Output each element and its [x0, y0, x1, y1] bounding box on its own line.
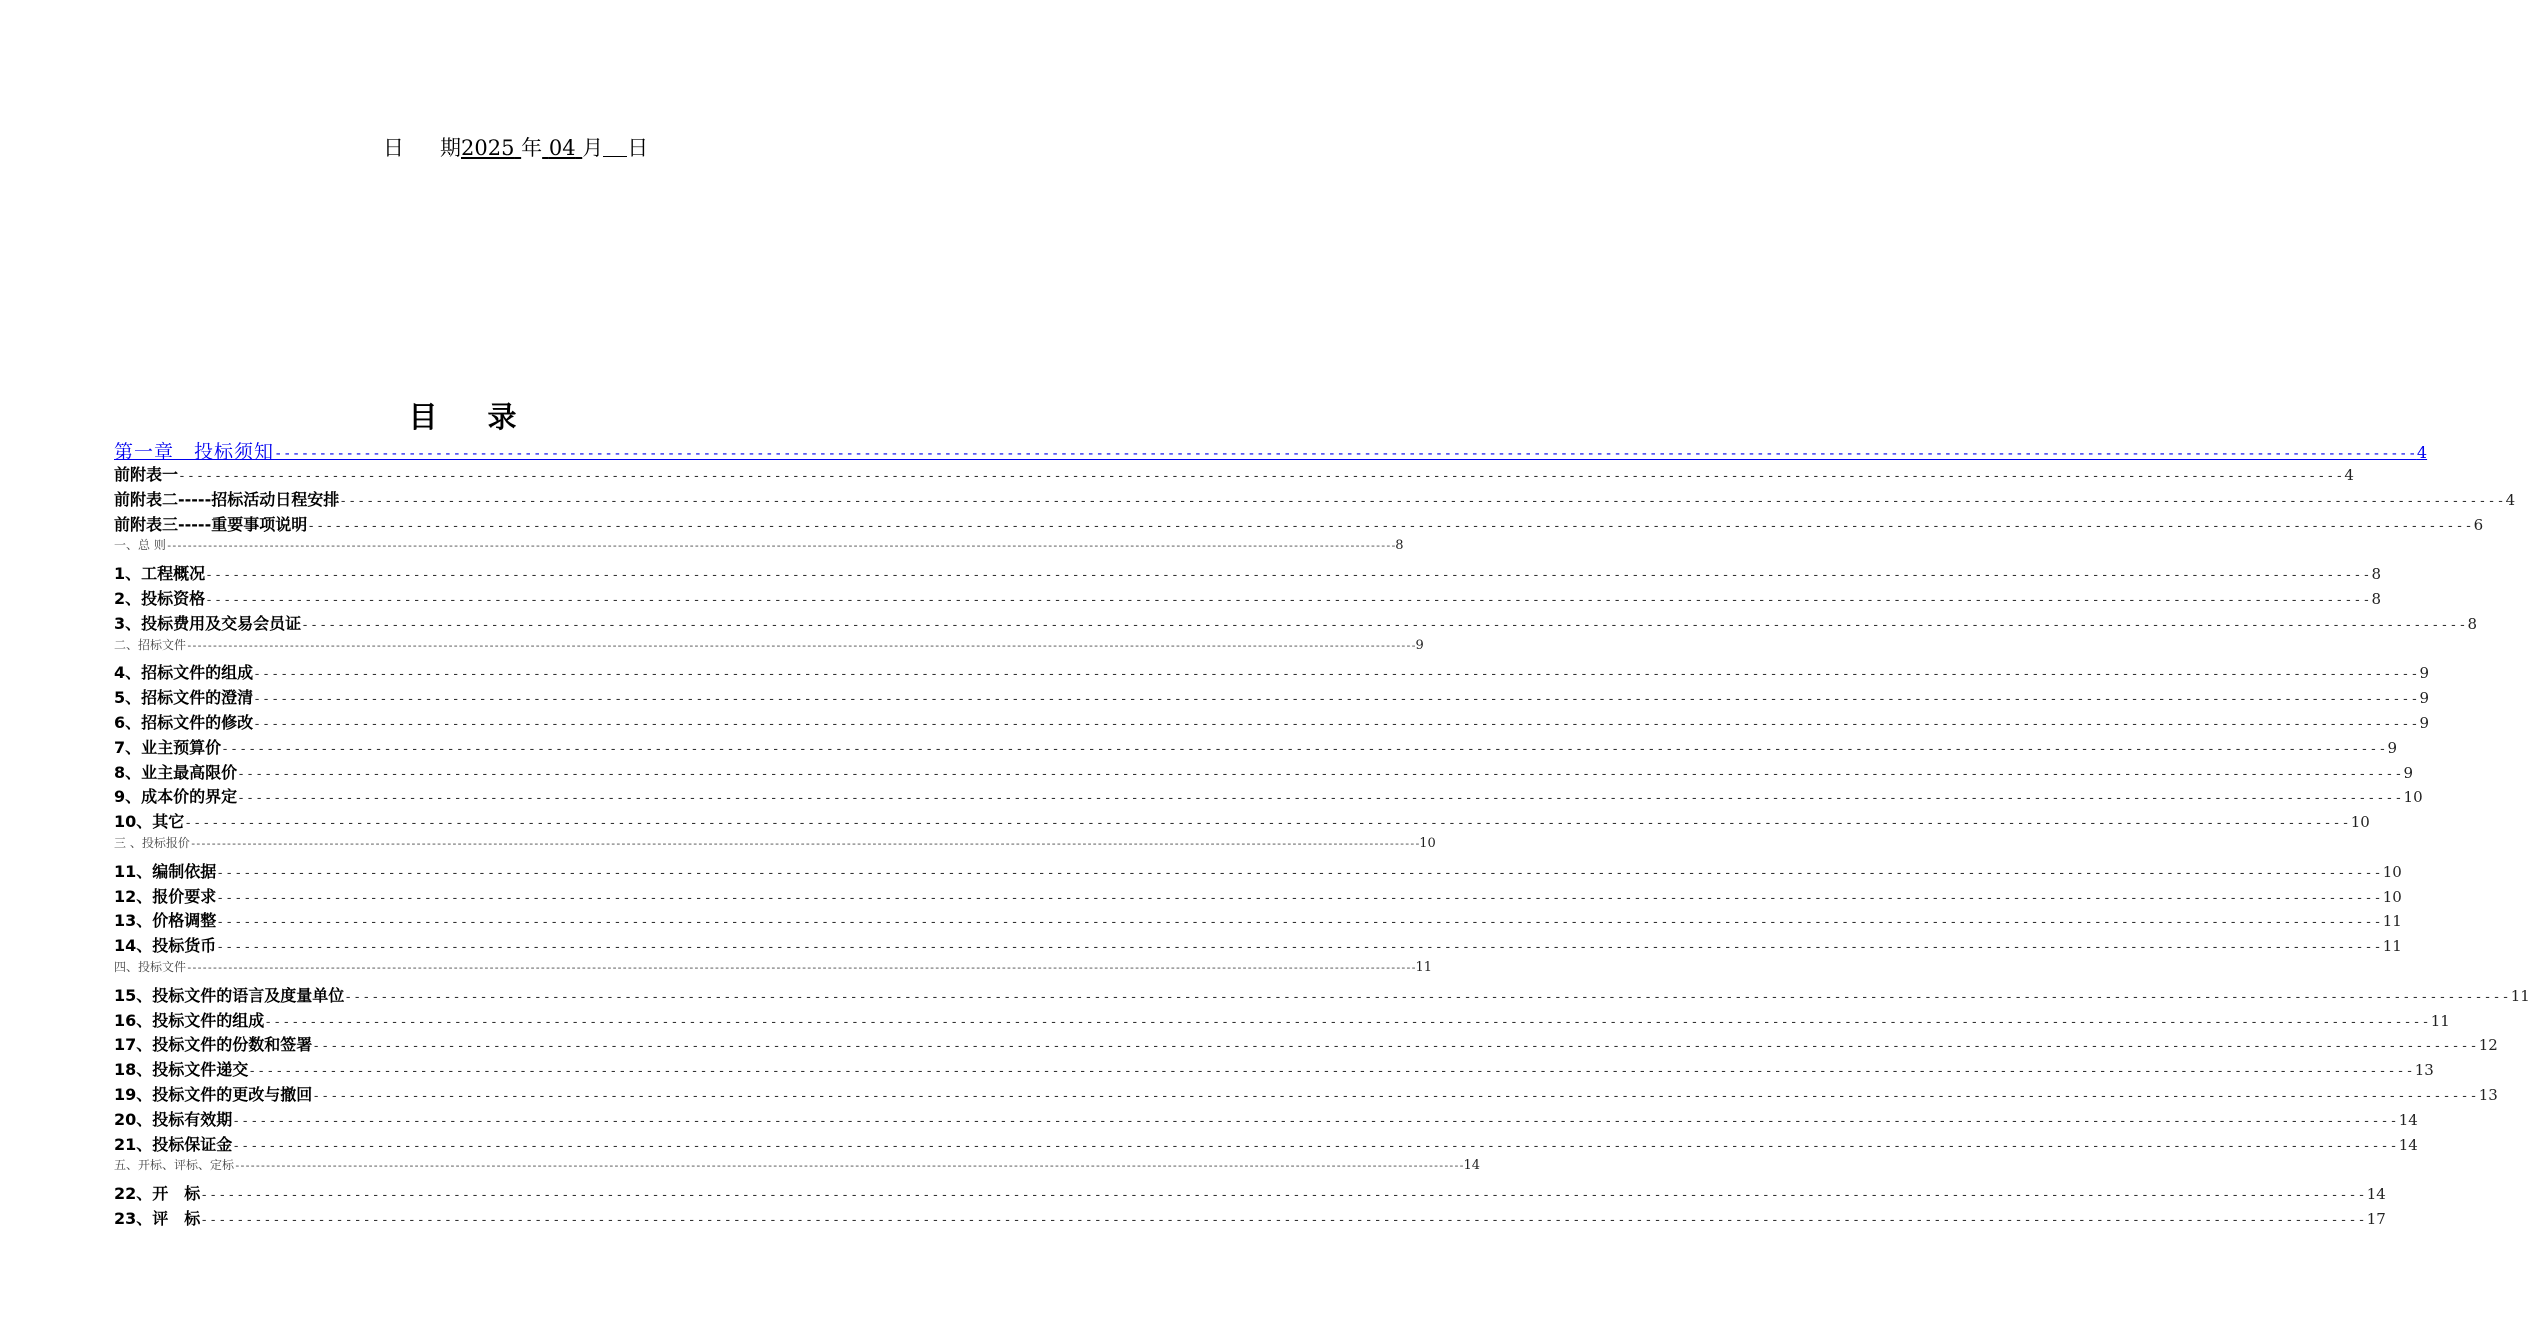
toc-entry[interactable]: [114, 1008, 2450, 1033]
toc-entry-page: 10: [2382, 887, 2402, 906]
toc-entry-page: 10: [1419, 835, 1436, 851]
toc-entry-text: 前附表二-----招标活动日程安排: [114, 489, 340, 509]
date-day-blank: [603, 138, 627, 157]
toc-entry-text: 18、投标文件递交: [114, 1060, 249, 1080]
toc-entry[interactable]: [114, 561, 2382, 586]
date-line: [383, 132, 648, 162]
toc-entry[interactable]: [114, 784, 2423, 809]
date-day-unit: 日: [627, 136, 649, 160]
toc-entry[interactable]: [114, 487, 2516, 512]
toc-entry-text: 7、业主预算价: [114, 737, 222, 757]
toc-entry-text: 四、投标文件: [114, 959, 187, 974]
toc-entry-text: 前附表一: [114, 465, 179, 484]
toc-entry-page: 11: [2382, 937, 2402, 956]
toc-entry-page: 11: [2430, 1011, 2450, 1030]
toc-entry-page: 8: [1395, 538, 1404, 554]
toc-entry[interactable]: [114, 1132, 2418, 1157]
table-of-contents: [114, 437, 2530, 1231]
toc-entry[interactable]: [114, 760, 2414, 785]
toc-entry-text: 16、投标文件的组成: [114, 1010, 265, 1030]
toc-entry-text: 5、招标文件的澄清: [114, 688, 254, 708]
toc-entry-page: 10: [2350, 813, 2370, 832]
toc-entry-page: 11: [2510, 986, 2530, 1005]
toc-entry-page: 14: [2398, 1135, 2418, 1154]
toc-entry-text: 19、投标文件的更改与撤回: [114, 1084, 313, 1104]
toc-title: 目录: [408, 400, 567, 434]
toc-entry-text: 21、投标保证金: [114, 1134, 233, 1154]
toc-section[interactable]: [114, 834, 1436, 859]
toc-entry[interactable]: [114, 1082, 2498, 1107]
toc-entry-page: 9: [2403, 763, 2414, 782]
toc-entry[interactable]: [114, 933, 2402, 958]
toc-entry-page: 11: [1415, 959, 1432, 975]
toc-entry-text: 3、投标费用及交易会员证: [114, 613, 302, 633]
toc-entry-text: 17、投标文件的份数和签署: [114, 1035, 313, 1055]
toc-section[interactable]: [114, 636, 1424, 661]
toc-entry-page: 4: [2344, 466, 2354, 484]
toc-entry-text: 三 、投标报价: [114, 835, 190, 850]
toc-entry-text: 13、价格调整: [114, 911, 217, 931]
toc-entry-text: 12、报价要求: [114, 886, 217, 906]
toc-entry-text: 23、评 标: [114, 1208, 201, 1228]
toc-entry-text: 14、投标货币: [114, 936, 217, 956]
toc-entry-text: 20、投标有效期: [114, 1109, 233, 1129]
toc-entry-page: 9: [2419, 713, 2430, 732]
toc-entry-text: 4、招标文件的组成: [114, 663, 254, 683]
toc-entry[interactable]: [114, 1057, 2434, 1082]
toc-entry-page: 10: [2403, 788, 2423, 807]
toc-entry-page: 9: [2419, 664, 2430, 683]
toc-entry-page: 9: [2419, 689, 2430, 708]
date-year: 2025: [461, 136, 515, 160]
toc-entry-page: 14: [1463, 1158, 1480, 1174]
toc-entry-text: 10、其它: [114, 812, 185, 832]
date-label-period: 期: [440, 136, 461, 160]
toc-entry[interactable]: [114, 586, 2382, 611]
toc-entry-page: 13: [2478, 1085, 2498, 1104]
toc-entry[interactable]: [114, 1107, 2418, 1132]
toc-entry-page: 9: [1415, 637, 1424, 653]
toc-entry-text: 五、开标、评标、定标: [114, 1158, 235, 1173]
toc-entry-text: 前附表三-----重要事项说明: [114, 514, 308, 534]
toc-entry-page: 4: [2416, 443, 2428, 462]
toc-entry-text: 22、开 标: [114, 1184, 201, 1204]
toc-entry[interactable]: [114, 908, 2402, 933]
toc-entry-page: 11: [2382, 912, 2402, 931]
toc-entry-page: 8: [2371, 565, 2382, 584]
toc-entry-page: 17: [2366, 1209, 2386, 1228]
toc-entry[interactable]: [114, 884, 2402, 909]
toc-entry[interactable]: [114, 660, 2430, 685]
toc-entry[interactable]: [114, 983, 2530, 1008]
toc-entry-page: 14: [2398, 1110, 2418, 1129]
toc-entry-page: 13: [2414, 1061, 2434, 1080]
toc-entry-text: 15、投标文件的语言及度量单位: [114, 985, 345, 1005]
toc-entry-page: 14: [2366, 1185, 2386, 1204]
toc-entry-text: 8、业主最高限价: [114, 762, 238, 782]
toc-entry-text: 9、成本价的界定: [114, 787, 238, 807]
toc-entry-text: 一、总 则: [114, 538, 166, 553]
toc-entry[interactable]: [114, 462, 2354, 487]
toc-entry-text: 11、编制依据: [114, 861, 217, 881]
toc-entry-page: 10: [2382, 862, 2402, 881]
toc-entry[interactable]: [114, 1181, 2386, 1206]
toc-section[interactable]: [114, 1156, 1480, 1181]
date-month: 04: [548, 136, 576, 160]
toc-entry[interactable]: [114, 809, 2370, 834]
toc-entry-page: 8: [2467, 614, 2478, 633]
toc-entry-text: 6、招标文件的修改: [114, 712, 254, 732]
toc-entry-text: 第一章 投标须知: [114, 441, 275, 463]
toc-entry[interactable]: [114, 1206, 2386, 1231]
toc-entry-page: 12: [2478, 1036, 2498, 1055]
toc-entry-text: 2、投标资格: [114, 588, 206, 608]
toc-section[interactable]: [114, 536, 1404, 561]
toc-entry[interactable]: [114, 611, 2478, 636]
toc-entry[interactable]: [114, 735, 2398, 760]
toc-entry[interactable]: [114, 685, 2430, 710]
toc-entry-page: 9: [2387, 738, 2398, 757]
toc-entry-page: 6: [2473, 515, 2484, 534]
toc-section[interactable]: [114, 958, 1432, 983]
toc-entry-text: 二、招标文件: [114, 637, 187, 652]
toc-entry-page: 8: [2371, 589, 2382, 608]
date-label-day: 日: [383, 136, 404, 160]
toc-entry[interactable]: [114, 512, 2484, 537]
toc-entry[interactable]: [114, 710, 2430, 735]
toc-entry-page: 4: [2505, 490, 2516, 509]
toc-entry[interactable]: [114, 1032, 2498, 1057]
toc-entry-text: 1、工程概况: [114, 564, 206, 584]
date-month-unit: 月: [582, 136, 604, 160]
toc-entry[interactable]: [114, 859, 2402, 884]
date-year-unit: 年: [521, 136, 543, 160]
toc-chapter-link[interactable]: [114, 437, 2428, 463]
